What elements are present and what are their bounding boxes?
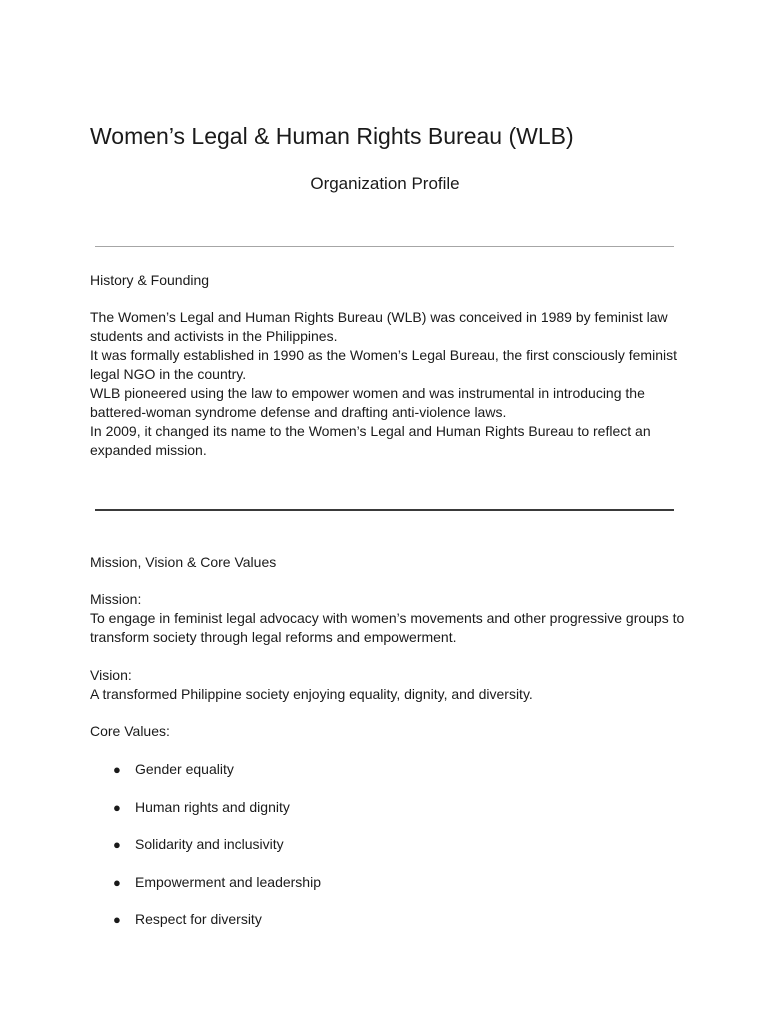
list-item: [0, 760, 768, 798]
history-line: In 2009, it changed its name to the Women’s Legal and Human Rights Bureau to reflect an expanded mission.: [90, 423, 651, 458]
mission-vision-values-heading: Mission, Vision & Core Values: [90, 554, 277, 570]
bullet-icon: ●: [113, 912, 121, 927]
list-item: [0, 873, 768, 911]
vision-block: [90, 666, 690, 704]
bullet-icon: ●: [113, 762, 121, 777]
vision-text: A transformed Philippine society enjoying equality, dignity, and diversity.: [90, 686, 533, 702]
history-heading: History & Founding: [90, 272, 210, 288]
core-value-text: Gender equality: [135, 761, 234, 777]
bullet-icon: ●: [113, 837, 121, 852]
core-value-text: Respect for diversity: [135, 911, 262, 927]
list-item: [0, 798, 768, 836]
mission-label: Mission:: [90, 591, 142, 607]
core-value-text: Solidarity and inclusivity: [135, 836, 284, 852]
mission-block: [90, 590, 690, 647]
core-value-text: Human rights and dignity: [135, 798, 290, 815]
history-paragraph: [90, 308, 690, 460]
list-item: [0, 835, 768, 873]
history-line: WLB pioneered using the law to empower women and was instrumental in introducing the battered-woman syndrome defense and drafting anti-violence laws.: [90, 385, 645, 420]
page-subtitle: Organization Profile: [310, 174, 460, 193]
section-divider: [95, 246, 674, 247]
core-values-list: [0, 760, 768, 948]
history-line: It was formally established in 1990 as the Women’s Legal Bureau, the first consciously feminist legal NGO in the country.: [90, 347, 677, 382]
core-value-text: Empowerment and leadership: [135, 873, 321, 890]
history-line: The Women’s Legal and Human Rights Bureau (WLB) was conceived in 1989 by feminist law students and activists in the Philippines.: [90, 309, 668, 344]
section-divider: [95, 509, 674, 511]
page-title: Women’s Legal & Human Rights Bureau (WLB): [90, 123, 574, 149]
list-item: [0, 910, 768, 948]
mission-text: To engage in feminist legal advocacy with women’s movements and other progressive groups to transform society through legal reforms and empowerment.: [90, 610, 685, 645]
vision-label: Vision:: [90, 667, 132, 683]
bullet-icon: ●: [113, 799, 121, 815]
bullet-icon: ●: [113, 874, 121, 890]
core-values-label: Core Values:: [90, 723, 170, 739]
